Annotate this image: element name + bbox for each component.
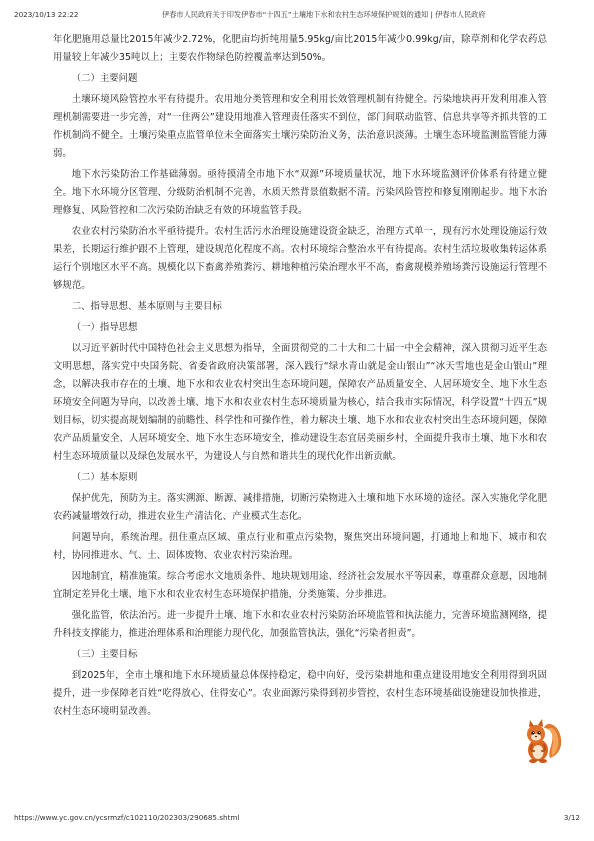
page-url: https://www.yc.gov.cn/ycsrmzf/c102110/202303/290685.shtml [14,813,240,822]
paragraph-fertilizer-stats: 年化肥施用总量比2015年减少2.72%，化肥亩均折纯用量5.95kg/亩比2015年减少0.99kg/亩，除草剂和化学农药总用量较上年减少35吨以上；主要农作物绿色防控覆盖率达到50%。 [53,34,547,63]
paragraph-groundwater: 地下水污染防治工作基础薄弱。亟待摸清全市地下水“双源”环境质量状况，地下水环境监测评价体系有待建立健全。地下水环境分区管理、分级防治机制不完善，水质天然背景值数据不清。污染风险管控和修复刚刚起步。地下水治理修复、风险管控和二次污染防治缺乏有效的环境监管手段。 [53,169,547,216]
page-number: 3/12 [563,813,580,822]
paragraph-principle-protection: 保护优先，预防为主。落实溯源、断源、减排措施，切断污染物进入土壤和地下水环境的途径。深入实施化学化肥农药减量增效行动，推进农业生产清洁化、产业模式生态化。 [53,493,547,522]
paragraph-principle-supervision: 强化监管，依法治污。进一步提升土壤、地下水和农业农村污染防治环境监管和执法能力，完善环境监测网络，提升科技支撑能力，推进治理体系和治理能力现代化，加强监管执法，强化“污染者担责”。 [53,610,547,639]
article-body [53,31,547,724]
squirrel-mascot-icon[interactable] [522,718,564,764]
heading-main-goals: （三）主要目标 [71,649,138,660]
heading-main-problems: （二）主要问题 [71,73,138,84]
paragraph-principle-local-conditions: 因地制宜，精准施策。综合考虑水文地质条件、地块规划用途、经济社会发展水平等因素，尊重群众意愿，因地制宜制定差异化土壤、地下水和农业农村生态环境保护措施，分类施策、分步推进。 [53,571,547,600]
paragraph-guiding-thought: 以习近平新时代中国特色社会主义思想为指导，全面贯彻党的二十大和二十届一中全会精神，深入贯彻习近平生态文明思想，落实党中央国务院、省委省政府决策部署，深入践行“绿水青山就是金山银山”“冰天雪地也是金山银山”理念，以解决我市存在的土壤、地下水和农业农村突出生态环境问题，保障农产品质量安全、人居环境安全、地下水生态环境安全问题为导向，以改善土壤、地下水和农业农村生态环境质量为核心，结合我市实际情况，科学设置“十四五”规划目标，切实提高规划编制的前瞻性、科学性和可操作性，着力解决土壤、地下水和农业农村突出生态环境问题，保障农产品质量安全、人居环境安全、地下水生态环境安全，推动建设生态宜居美丽乡村，全面提升我市土壤、地下水和农村生态环境质量以及绿色发展水平，为建设人与自然和谐共生的现代化作出新贡献。 [53,343,547,462]
print-datetime: 2023/10/13 22:22 [14,10,79,19]
paragraph-soil-risk: 土壤环境风险管控水平有待提升。农用地分类管理和安全利用长效管理机制有待健全。污染地块再开发利用准入管理机制需要进一步完善，对“一住两公”建设用地准入管理责任落实不到位，部门间联动监管、信息共享等齐抓共管的工作机制尚不健全。土壤污染重点监管单位未全面落实土壤污染防治义务，法治意识淡薄。土壤生态环境监测监管能力薄弱。 [53,94,547,159]
paragraph-rural-pollution: 农业农村污染防治水平亟待提升。农村生活污水治理设施建设资金缺乏，治理方式单一，现有污水处理设施运行效果差，长期运行维护跟不上管理，建设规范化程度不高。农村环境综合整治水平有待提高。农村生活垃圾收集转运体系运行个别地区水平不高。规模化以下畜禽养殖粪污、耕地种植污染治理水平不高，畜禽规模养殖场粪污设施运行管理不够规范。 [53,226,547,291]
heading-section-two: 二、指导思想、基本原则与主要目标 [71,301,222,312]
heading-basic-principles: （二）基本原则 [71,472,138,483]
print-footer [14,813,580,825]
print-page-title: 伊春市人民政府关于印发伊春市“十四五”土壤地下水和农村生态环境保护规划的通知 | 伊春市人民政府 [162,10,486,19]
heading-guiding-thought: （一）指导思想 [71,322,138,333]
print-header [14,10,580,24]
paragraph-principle-problem-oriented: 问题导向，系统治理。扭住重点区域、重点行业和重点污染物，聚焦突出环境问题，打通地上和地下、城市和农村，协同推进水、气、土、固体废物、农业农村污染治理。 [53,532,547,561]
paragraph-goals-2025: 到2025年，全市土壤和地下水环境质量总体保持稳定，稳中向好，受污染耕地和重点建设用地安全利用得到巩固提升，进一步保障老百姓“吃得放心、住得安心”。农业面源污染得到初步管控，农村生态环境基础设施建设加快推进，农村生态环境明显改善。 [53,670,547,717]
